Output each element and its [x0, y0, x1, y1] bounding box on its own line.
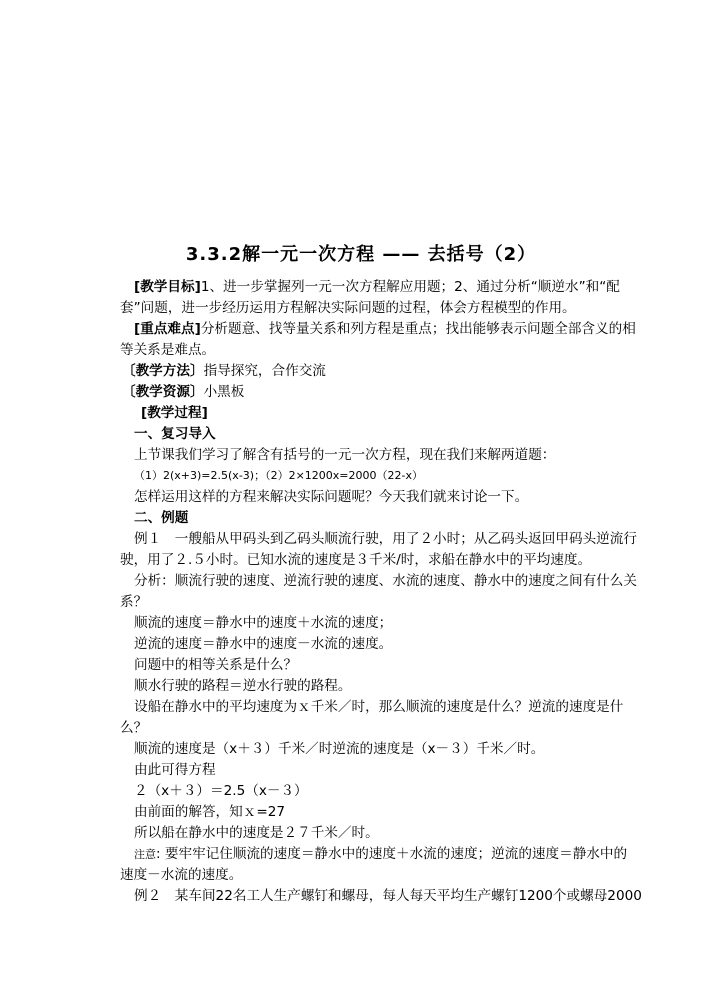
speed-expressions: 顺流的速度是（x＋３）千米／时逆流的速度是（x－３）千米／时。	[134, 741, 545, 757]
key-text: 分析题意、找等量关系和列方程是重点；找出能够表示问题全部含义的相	[200, 321, 636, 337]
analysis-line-1: 分析：顺流行驶的速度、逆流行驶的速度、水流的速度、静水中的速度之间有什么关	[134, 573, 637, 589]
note-text: : 要牢牢记住顺流的速度＝静水中的速度＋水流的速度；逆流的速度＝静水中的	[156, 846, 628, 862]
section-2-heading: 二、例题	[134, 510, 189, 526]
setup-line-1: 设船在静水中的平均速度为ｘ千米／时，那么顺流的速度是什么？逆流的速度是什	[134, 699, 624, 715]
resource-label: 〔教学资源〕	[122, 384, 204, 400]
example-2-line: 例２ 某车间22名工人生产螺钉和螺母，每人每天平均生产螺钉1200个或螺母2000	[134, 888, 642, 904]
upstream-formula: 逆流的速度＝静水中的速度－水流的速度。	[134, 636, 393, 652]
section-1-heading: 一、复习导入	[134, 426, 216, 442]
relation-question: 问题中的相等关系是什么？	[134, 657, 298, 673]
method-line	[122, 361, 722, 381]
goal-label: [教学目标]	[134, 279, 201, 295]
page-title: 3.3.2解一元一次方程 —— 去括号（2）	[185, 244, 537, 265]
resource-text: 小黑板	[203, 384, 245, 400]
goal-line-1	[134, 277, 722, 297]
relation-answer: 顺水行驶的路程＝逆水行驶的路程。	[134, 678, 352, 694]
example-1-line-2: 驶，用了２.５小时。已知水流的速度是３千米/时，求船在静水中的平均速度。	[120, 552, 592, 568]
review-question: 怎样运用这样的方程来解决实际问题呢？今天我们就来讨论一下。	[134, 489, 529, 505]
goal-line-2: 套”问题，进一步经历运用方程解决实际问题的过程，体会方程模型的作用。	[120, 300, 576, 316]
solution: 由前面的解答，知ｘ=27	[134, 804, 286, 820]
note-line-1	[134, 844, 722, 865]
resource-line	[122, 382, 722, 402]
note-line-2: 速度－水流的速度。	[120, 867, 243, 883]
example-1-line-1: 例１ 一艘船从甲码头到乙码头顺流行驶，用了２小时；从乙码头返回甲码头逆流行	[134, 531, 637, 547]
equation: ２（x＋３）＝2.5（x－３）	[134, 783, 308, 799]
goal-text: 1、进一步掌握列一元一次方程解应用题；2、通过分析“顺逆水”和“配	[200, 279, 620, 295]
method-text: 指导探究，合作交流	[203, 363, 326, 379]
method-label: 〔教学方法〕	[122, 363, 204, 379]
note-label: 注意	[134, 848, 156, 861]
key-line-1	[134, 319, 722, 339]
answer: 所以船在静水中的速度是２７千米／时。	[134, 825, 379, 841]
setup-line-2: 么？	[120, 720, 148, 736]
downstream-formula: 顺流的速度＝静水中的速度＋水流的速度；	[134, 615, 393, 631]
key-label: [重点难点]	[134, 321, 201, 337]
review-text: 上节课我们学习了解含有括号的一元一次方程，现在我们来解两道题：	[134, 447, 556, 463]
key-line-2: 等关系是难点。	[120, 342, 216, 358]
process-heading: [教学过程]	[141, 405, 208, 421]
analysis-line-2: 系？	[120, 594, 148, 610]
review-equations: （1）2(x+3)=2.5(x-3)；（2）2×1200x=2000（22-x）	[134, 469, 423, 482]
equation-intro: 由此可得方程	[134, 762, 216, 778]
